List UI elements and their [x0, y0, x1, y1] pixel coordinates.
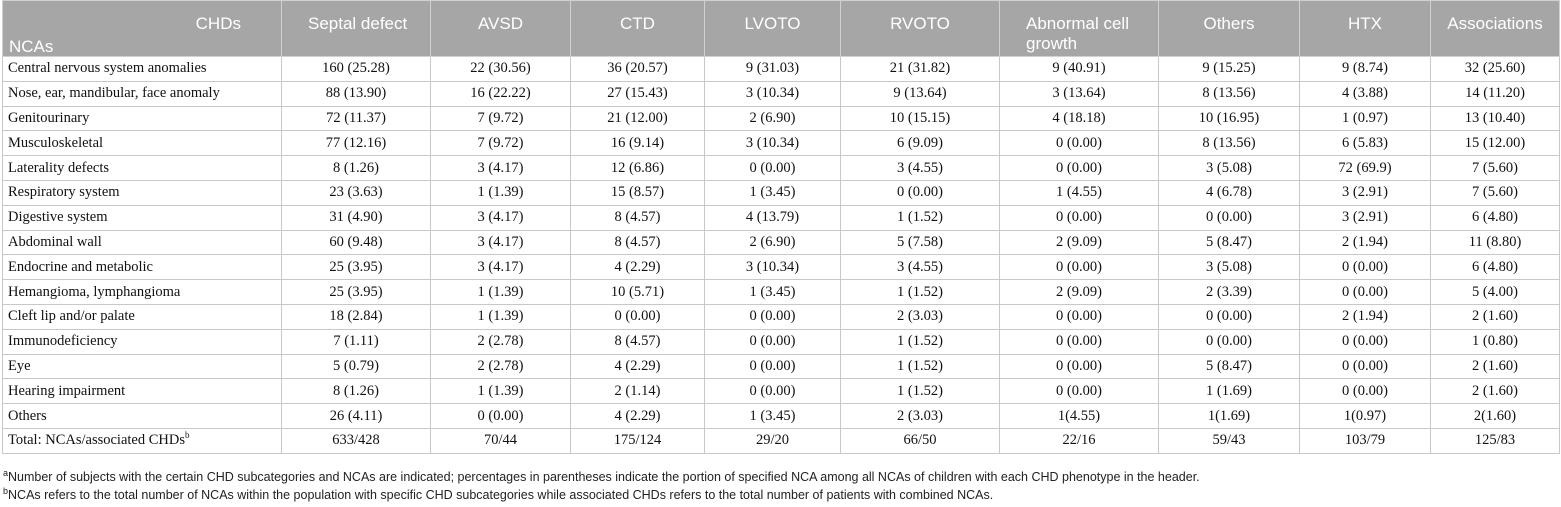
row-label: Immunodeficiency: [8, 333, 118, 350]
table-cell: 16 (22.22): [431, 81, 571, 106]
table-cell: 2 (9.09): [1000, 280, 1159, 305]
table-cell: 14 (11.20): [1431, 81, 1560, 106]
row-label: Hemangioma, lymphangioma: [8, 283, 181, 300]
table-cell: 60 (9.48): [282, 230, 431, 255]
col-header-others: [1159, 1, 1300, 57]
table-cell: 0 (0.00): [1000, 354, 1159, 379]
table-cell: 2 (6.90): [705, 230, 841, 255]
table-cell: 21 (12.00): [571, 106, 705, 131]
table-cell: 7 (5.60): [1431, 156, 1560, 181]
table-cell: 5 (0.79): [282, 354, 431, 379]
table-cell: 5 (8.47): [1159, 354, 1300, 379]
table-cell: 31 (4.90): [282, 205, 431, 230]
table-cell: 2 (9.09): [1000, 230, 1159, 255]
row-label-cell: [3, 304, 282, 329]
table-cell: 4 (18.18): [1000, 106, 1159, 131]
table-cell: 72 (69.9): [1300, 156, 1431, 181]
table-cell: 1 (1.39): [431, 304, 571, 329]
table-cell: 1 (3.45): [705, 180, 841, 205]
table-cell: 0 (0.00): [1300, 280, 1431, 305]
row-label: Abdominal wall: [8, 233, 102, 250]
row-label: Endocrine and metabolic: [8, 258, 153, 275]
table-cell: 2 (6.90): [705, 106, 841, 131]
table-cell: 1 (1.39): [431, 180, 571, 205]
table-cell: 1 (1.69): [1159, 379, 1300, 404]
corner-ncas-label: NCAs: [9, 37, 54, 56]
table-cell: 11 (8.80): [1431, 230, 1560, 255]
table-cell: 6 (4.80): [1431, 255, 1560, 280]
col-header-rvoto: [841, 1, 1000, 57]
table-cell: 10 (16.95): [1159, 106, 1300, 131]
table-cell: 23 (3.63): [282, 180, 431, 205]
table-cell: 2 (1.60): [1431, 354, 1560, 379]
table-row: [3, 106, 1560, 131]
table-cell: 1 (1.39): [431, 280, 571, 305]
table-cell: 0 (0.00): [705, 304, 841, 329]
row-label: Eye: [8, 357, 31, 374]
table-cell: 1 (4.55): [1000, 180, 1159, 205]
table-row: [3, 230, 1560, 255]
table-cell: 0 (0.00): [1000, 131, 1159, 156]
col-header-label: Associations: [1447, 14, 1543, 33]
row-label: Laterality defects: [8, 159, 110, 176]
row-label-cell: [3, 404, 282, 429]
table-cell: 0 (0.00): [1000, 156, 1159, 181]
table-cell: 0 (0.00): [1000, 205, 1159, 230]
row-label-cell: [3, 255, 282, 280]
footnote-text: NCAs refers to the total number of NCAs within the population with specific CHD subcategories while associated CHDs refers to the total number of patients with combined NCAs.: [8, 488, 994, 502]
table-cell: 9 (13.64): [841, 81, 1000, 106]
table-cell: 8 (4.57): [571, 205, 705, 230]
table-cell: 0 (0.00): [1000, 304, 1159, 329]
row-label: Total: NCAs/associated CHDs: [8, 432, 185, 449]
row-label: Digestive system: [8, 209, 108, 226]
table-cell: 2 (1.14): [571, 379, 705, 404]
table-cell: 6 (4.80): [1431, 205, 1560, 230]
table-cell: 25 (3.95): [282, 255, 431, 280]
table-cell: 160 (25.28): [282, 57, 431, 82]
table-cell: 1 (1.52): [841, 379, 1000, 404]
table-cell: 3 (2.91): [1300, 205, 1431, 230]
table-cell: 0 (0.00): [1300, 329, 1431, 354]
table-cell: 1(1.69): [1159, 404, 1300, 429]
row-label: Cleft lip and/or palate: [8, 308, 135, 325]
table-row: [3, 329, 1560, 354]
corner-chds-label: CHDs: [195, 14, 241, 33]
table-cell: 3 (5.08): [1159, 156, 1300, 181]
table-cell: 36 (20.57): [571, 57, 705, 82]
table-cell: 16 (9.14): [571, 131, 705, 156]
table-cell: 15 (8.57): [571, 180, 705, 205]
table-cell: 175/124: [571, 428, 705, 453]
col-header-label: LVOTO: [744, 14, 801, 33]
table-cell: 8 (4.57): [571, 329, 705, 354]
row-label-cell: [3, 180, 282, 205]
table-cell: 5 (4.00): [1431, 280, 1560, 305]
table-cell: 2 (3.39): [1159, 280, 1300, 305]
table-row: [3, 280, 1560, 305]
table-cell: 0 (0.00): [705, 354, 841, 379]
table-cell: 25 (3.95): [282, 280, 431, 305]
row-label-cell: [3, 57, 282, 82]
table-cell: 88 (13.90): [282, 81, 431, 106]
table-cell: 0 (0.00): [571, 304, 705, 329]
table-row: [3, 404, 1560, 429]
table-row: [3, 205, 1560, 230]
row-label: Musculoskeletal: [8, 134, 104, 151]
table-cell: 1 (0.80): [1431, 329, 1560, 354]
row-label-cell: [3, 379, 282, 404]
footnote-mark: b: [3, 485, 9, 496]
table-cell: 0 (0.00): [705, 379, 841, 404]
table-cell: 3 (2.91): [1300, 180, 1431, 205]
col-header-label: HTX: [1348, 14, 1382, 33]
row-label-cell: [3, 329, 282, 354]
table-cell: 77 (12.16): [282, 131, 431, 156]
footnote-b: [3, 486, 1200, 504]
table-cell: 4 (6.78): [1159, 180, 1300, 205]
table-cell: 9 (31.03): [705, 57, 841, 82]
row-label-cell: [3, 230, 282, 255]
table-cell: 29/20: [705, 428, 841, 453]
table-cell: 4 (3.88): [1300, 81, 1431, 106]
table-cell: 9 (15.25): [1159, 57, 1300, 82]
table-cell: 0 (0.00): [705, 329, 841, 354]
table-cell: 0 (0.00): [1000, 329, 1159, 354]
table-cell: 2 (1.94): [1300, 304, 1431, 329]
table-row: [3, 57, 1560, 82]
table-cell: 4 (2.29): [571, 404, 705, 429]
table-cell: 0 (0.00): [1000, 255, 1159, 280]
table-cell: 0 (0.00): [1159, 329, 1300, 354]
col-header-label: AVSD: [477, 14, 524, 33]
table-cell: 3 (4.17): [431, 230, 571, 255]
table-row: [3, 180, 1560, 205]
table-cell: 10 (15.15): [841, 106, 1000, 131]
table-cell: 13 (10.40): [1431, 106, 1560, 131]
table-cell: 1 (1.52): [841, 329, 1000, 354]
table-row: [3, 354, 1560, 379]
table-cell: 0 (0.00): [1300, 354, 1431, 379]
col-header-label: CTD: [620, 14, 655, 33]
table-cell: 27 (15.43): [571, 81, 705, 106]
col-header-label: RVOTO: [890, 14, 950, 33]
table-cell: 0 (0.00): [1300, 255, 1431, 280]
col-header-avsd: [431, 1, 571, 57]
table-cell: 22/16: [1000, 428, 1159, 453]
table-cell: 103/79: [1300, 428, 1431, 453]
col-header-label: Abnormal cell growth: [1026, 14, 1129, 53]
table-cell: 2 (1.60): [1431, 379, 1560, 404]
table-cell: 3 (13.64): [1000, 81, 1159, 106]
col-header-label: Septal defect: [308, 14, 408, 33]
row-label-cell: [3, 205, 282, 230]
row-label-cell: [3, 280, 282, 305]
row-label: Genitourinary: [8, 109, 90, 126]
footnote-a: [3, 468, 1200, 486]
row-label: Nose, ear, mandibular, face anomaly: [8, 85, 220, 102]
col-header-associations: [1431, 1, 1560, 57]
table-cell: 32 (25.60): [1431, 57, 1560, 82]
footnote-mark: b: [185, 430, 190, 441]
table-cell: 4 (2.29): [571, 354, 705, 379]
table-cell: 2 (2.78): [431, 329, 571, 354]
corner-header-cell: [3, 1, 282, 57]
table-cell: 59/43: [1159, 428, 1300, 453]
table-cell: 1 (1.52): [841, 354, 1000, 379]
table-cell: 2(1.60): [1431, 404, 1560, 429]
table-row: [3, 156, 1560, 181]
table-cell: 18 (2.84): [282, 304, 431, 329]
col-header-abnormal-cell-growth: [1000, 1, 1159, 57]
table-cell: 3 (4.55): [841, 255, 1000, 280]
footnotes: [3, 468, 1200, 504]
table-cell: 1 (0.97): [1300, 106, 1431, 131]
table-cell: 4 (2.29): [571, 255, 705, 280]
table-cell: 1(0.97): [1300, 404, 1431, 429]
table-cell: 1 (1.52): [841, 280, 1000, 305]
table-row: [3, 255, 1560, 280]
table-cell: 1 (1.52): [841, 205, 1000, 230]
table-cell: 1 (1.39): [431, 379, 571, 404]
table-cell: 8 (13.56): [1159, 81, 1300, 106]
footnote-text: Number of subjects with the certain CHD subcategories and NCAs are indicated; percentages in parentheses indicate the portion of specified NCA among all NCAs of children with each CHD phenotype in the header.: [8, 470, 1200, 484]
table-cell: 2 (2.78): [431, 354, 571, 379]
table-cell: 3 (5.08): [1159, 255, 1300, 280]
table-cell: 2 (3.03): [841, 304, 1000, 329]
table-cell: 9 (8.74): [1300, 57, 1431, 82]
nca-chd-table: [2, 0, 1560, 454]
table-cell: 0 (0.00): [705, 156, 841, 181]
col-header-septal-defect: [282, 1, 431, 57]
table-cell: 8 (13.56): [1159, 131, 1300, 156]
col-header-label: Others: [1203, 14, 1255, 33]
row-label: Hearing impairment: [8, 382, 126, 399]
table-cell: 3 (4.17): [431, 205, 571, 230]
table-cell: 5 (8.47): [1159, 230, 1300, 255]
table-cell: 3 (4.17): [431, 255, 571, 280]
row-label: Central nervous system anomalies: [8, 60, 207, 77]
table-cell: 8 (1.26): [282, 379, 431, 404]
col-header-lvoto: [705, 1, 841, 57]
table-cell: 5 (7.58): [841, 230, 1000, 255]
row-label-cell: [3, 156, 282, 181]
table-row: [3, 81, 1560, 106]
table-cell: 21 (31.82): [841, 57, 1000, 82]
row-label-cell: [3, 81, 282, 106]
table-cell: 3 (10.34): [705, 255, 841, 280]
table-row: [3, 379, 1560, 404]
table-cell: 0 (0.00): [431, 404, 571, 429]
table-cell: 3 (10.34): [705, 131, 841, 156]
row-label-cell: [3, 106, 282, 131]
table-cell: 26 (4.11): [282, 404, 431, 429]
row-label-cell: [3, 354, 282, 379]
table-cell: 0 (0.00): [841, 180, 1000, 205]
table-cell: 3 (4.17): [431, 156, 571, 181]
table-cell: 6 (9.09): [841, 131, 1000, 156]
table-cell: 7 (1.11): [282, 329, 431, 354]
table-cell: 1 (3.45): [705, 280, 841, 305]
row-label: Respiratory system: [8, 184, 120, 201]
table-cell: 10 (5.71): [571, 280, 705, 305]
table-cell: 8 (1.26): [282, 156, 431, 181]
table-cell: 0 (0.00): [1000, 379, 1159, 404]
table-cell: 633/428: [282, 428, 431, 453]
table-cell: 7 (9.72): [431, 131, 571, 156]
table-cell: 6 (5.83): [1300, 131, 1431, 156]
row-label-cell: [3, 131, 282, 156]
table-row: [3, 304, 1560, 329]
col-header-htx: [1300, 1, 1431, 57]
table-cell: 3 (4.55): [841, 156, 1000, 181]
table-cell: 7 (9.72): [431, 106, 571, 131]
table-cell: 4 (13.79): [705, 205, 841, 230]
header-row: [3, 1, 1560, 57]
table-cell: 12 (6.86): [571, 156, 705, 181]
table-cell: 2 (1.94): [1300, 230, 1431, 255]
table-body: [3, 57, 1560, 454]
table-cell: 15 (12.00): [1431, 131, 1560, 156]
col-header-ctd: [571, 1, 705, 57]
table-cell: 8 (4.57): [571, 230, 705, 255]
table-cell: 7 (5.60): [1431, 180, 1560, 205]
table-row: [3, 131, 1560, 156]
table-cell: 22 (30.56): [431, 57, 571, 82]
table-cell: 0 (0.00): [1300, 379, 1431, 404]
table-cell: 0 (0.00): [1159, 205, 1300, 230]
table-cell: 3 (10.34): [705, 81, 841, 106]
table-cell: 66/50: [841, 428, 1000, 453]
table-cell: 0 (0.00): [1159, 304, 1300, 329]
table-cell: 1 (3.45): [705, 404, 841, 429]
table-cell: 125/83: [1431, 428, 1560, 453]
table-cell: 2 (3.03): [841, 404, 1000, 429]
table-cell: 72 (11.37): [282, 106, 431, 131]
table-cell: 2 (1.60): [1431, 304, 1560, 329]
table-cell: 1(4.55): [1000, 404, 1159, 429]
table-cell: 9 (40.91): [1000, 57, 1159, 82]
row-label-cell: [3, 428, 282, 453]
table-cell: 70/44: [431, 428, 571, 453]
table-row: [3, 428, 1560, 453]
row-label: Others: [8, 407, 47, 424]
footnote-mark: a: [3, 467, 9, 478]
